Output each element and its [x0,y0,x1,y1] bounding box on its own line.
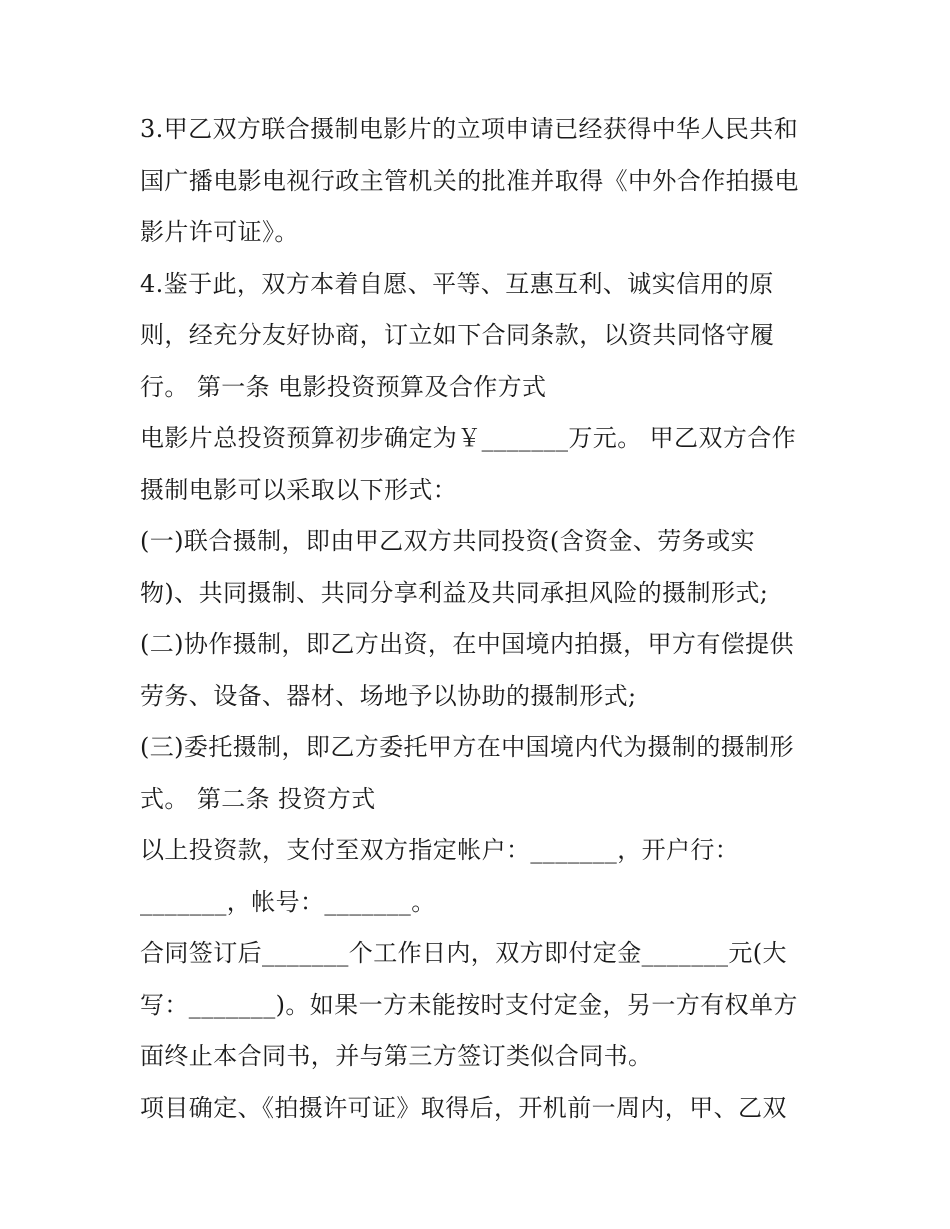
text-line: 影片许可证》。 [140,218,299,246]
text-line: 项目确定、《拍摄许可证》取得后，开机前一周内，甲、乙双 [140,1093,787,1122]
text-line: 4.鉴于此，双方本着自愿、平等、互惠互利、诚实信用的原 [140,269,774,298]
text-line: 合同签订后_______个工作日内，双方即付定金_______元(大 [140,939,787,967]
text-line: 行。 第一条 电影投资预算及合作方式 [140,372,547,401]
text-line: 则，经充分友好协商，订立如下合同条款，以资共同恪守履 [140,321,775,349]
text-line: (一)联合摄制，即由甲乙双方共同投资(含资金、劳务或实 [140,527,755,555]
text-line: _______，帐号：_______。 [140,887,436,916]
text-line: (三)委托摄制，即乙方委托甲方在中国境内代为摄制的摄制形 [140,733,794,761]
contract-text-body [140,104,830,1134]
text-line: 电影片总投资预算初步确定为￥_______万元。 甲乙双方合作 [140,424,797,452]
text-line: 面终止本合同书，并与第三方签订类似合同书。 [140,1042,653,1070]
text-line: 物)、共同摄制、共同分享利益及共同承担风险的摄制形式; [140,578,769,607]
text-line: 3.甲乙双方联合摄制电影片的立项申请已经获得中华人民共和 [140,115,799,143]
text-line: (二)协作摄制，即乙方出资，在中国境内拍摄，甲方有偿提供 [140,630,794,658]
text-line: 摄制电影可以采取以下形式： [140,475,458,504]
text-line: 写：_______)。如果一方未能按时支付定金，另一方有权单方 [140,990,798,1019]
text-line: 以上投资款，支付至双方指定帐户：_______，开户行： [140,836,740,864]
text-line: 劳务、设备、器材、场地予以协助的摄制形式; [140,681,637,710]
text-line: 式。 第二条 投资方式 [140,784,376,813]
text-line: 国广播电影电视行政主管机关的批准并取得《中外合作拍摄电 [140,166,799,195]
